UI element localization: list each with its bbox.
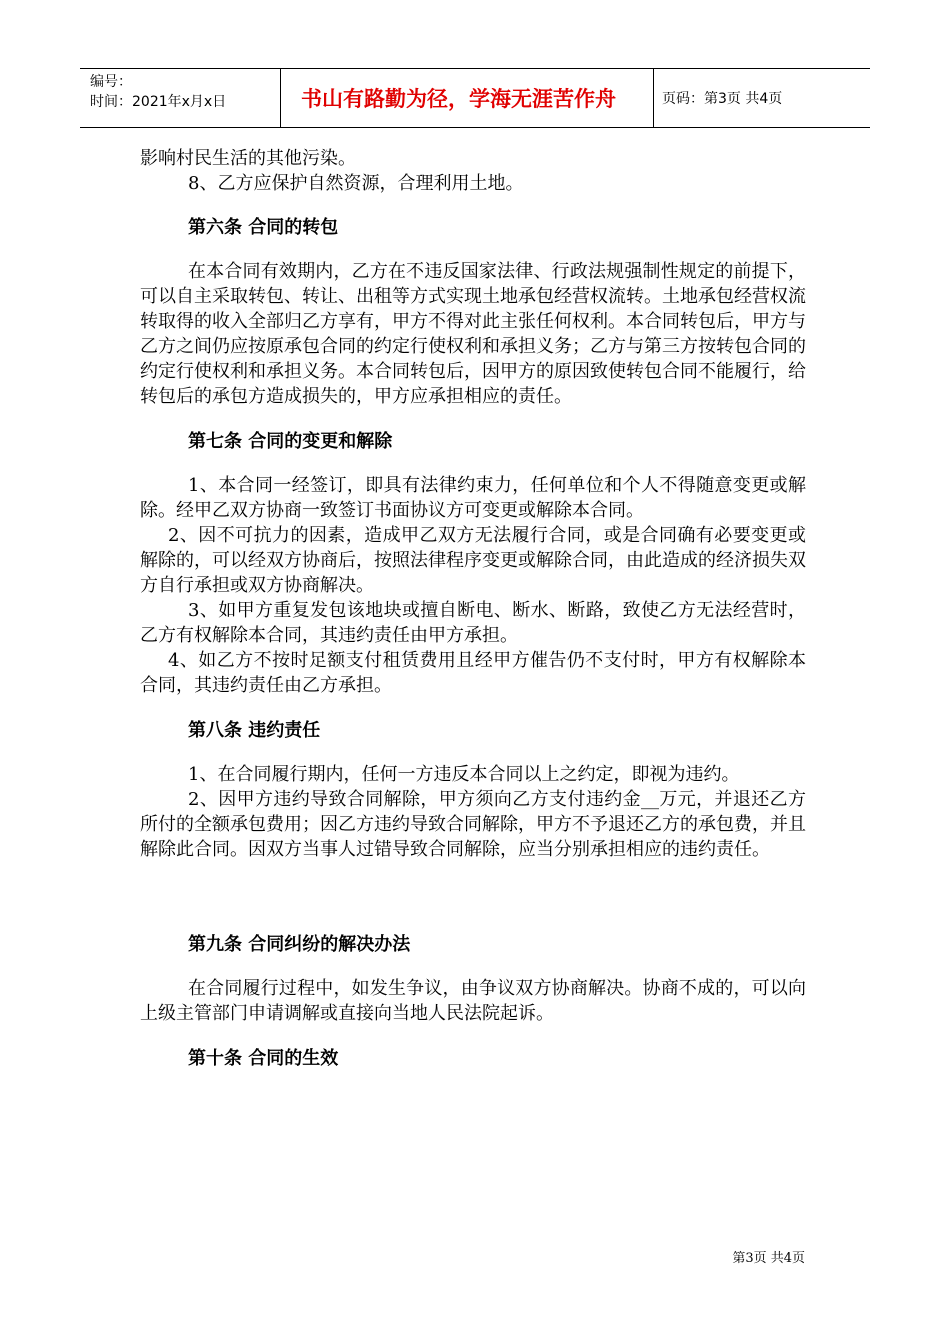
paragraph-7-2: 2、因不可抗力的因素，造成甲乙双方无法履行合同，或是合同确有必要变更或解除的，可以经双方协商后，按照法律程序变更或解除合同，由此造成的经济损失双方自行承担或双方协商解决。 (140, 525, 806, 596)
header-meta (80, 69, 281, 127)
header-page-info: 页码：第3页 共4页 (662, 91, 783, 107)
heading-article-10: 第十条 合同的生效 (188, 1048, 339, 1069)
paragraph-continuation: 影响村民生活的其他污染。 (140, 148, 356, 169)
header-motto: 书山有路勤为径，学海无涯苦作舟 (281, 69, 654, 127)
paragraph-8-2: 2、因甲方违约导致合同解除，甲方须向乙方支付违约金__万元，并退还乙方所付的全额承包费用；因乙方违约导致合同解除，甲方不予退还乙方的承包费，并且解除此合同。因双方当事人过错导致合同解除，应当分别承担相应的违约责任。 (140, 789, 806, 860)
heading-article-8: 第八条 违约责任 (188, 720, 321, 741)
paragraph-7-1: 1、本合同一经签订，即具有法律约束力，任何单位和个人不得随意变更或解除。经甲乙双方协商一致签订书面协议方可变更或解除本合同。 (140, 475, 806, 521)
heading-article-9: 第九条 合同纠纷的解决办法 (188, 934, 411, 955)
paragraph-8-1: 1、在合同履行期内，任何一方违反本合同以上之约定，即视为违约。 (188, 764, 740, 785)
paragraph-7-3: 3、如甲方重复发包该地块或擅自断电、断水、断路，致使乙方无法经营时，乙方有权解除本合同，其违约责任由甲方承担。 (140, 600, 806, 646)
number-label: 编号： (90, 74, 132, 90)
paragraph-article-6: 在本合同有效期内，乙方在不违反国家法律、行政法规强制性规定的前提下，可以自主采取转包、转让、出租等方式实现土地承包经营权流转。土地承包经营权流转取得的收入全部归乙方享有，甲方不得对此主张任何权利。本合同转包后，甲方与乙方之间仍应按原承包合同的约定行使权利和承担义务；乙方与第三方按转包合同的约定行使权利和承担义务。本合同转包后，因甲方的原因致使转包合同不能履行，给转包后的承包方造成损失的，甲方应承担相应的责任。 (140, 261, 806, 407)
time-label: 时间：2021年x月x日 (90, 94, 227, 110)
page-header (80, 68, 870, 128)
paragraph-item-8: 8、乙方应保护自然资源，合理利用土地。 (188, 173, 524, 194)
heading-article-6: 第六条 合同的转包 (188, 217, 339, 238)
document-body (140, 146, 806, 1071)
page-footer: 第3页 共4页 (732, 1251, 805, 1266)
paragraph-7-4: 4、如乙方不按时足额支付租赁费用且经甲方催告仍不支付时，甲方有权解除本合同，其违约责任由乙方承担。 (140, 650, 806, 696)
paragraph-article-9: 在合同履行过程中，如发生争议，由争议双方协商解决。协商不成的，可以向上级主管部门申请调解或直接向当地人民法院起诉。 (140, 978, 806, 1024)
heading-article-7: 第七条 合同的变更和解除 (188, 431, 393, 452)
